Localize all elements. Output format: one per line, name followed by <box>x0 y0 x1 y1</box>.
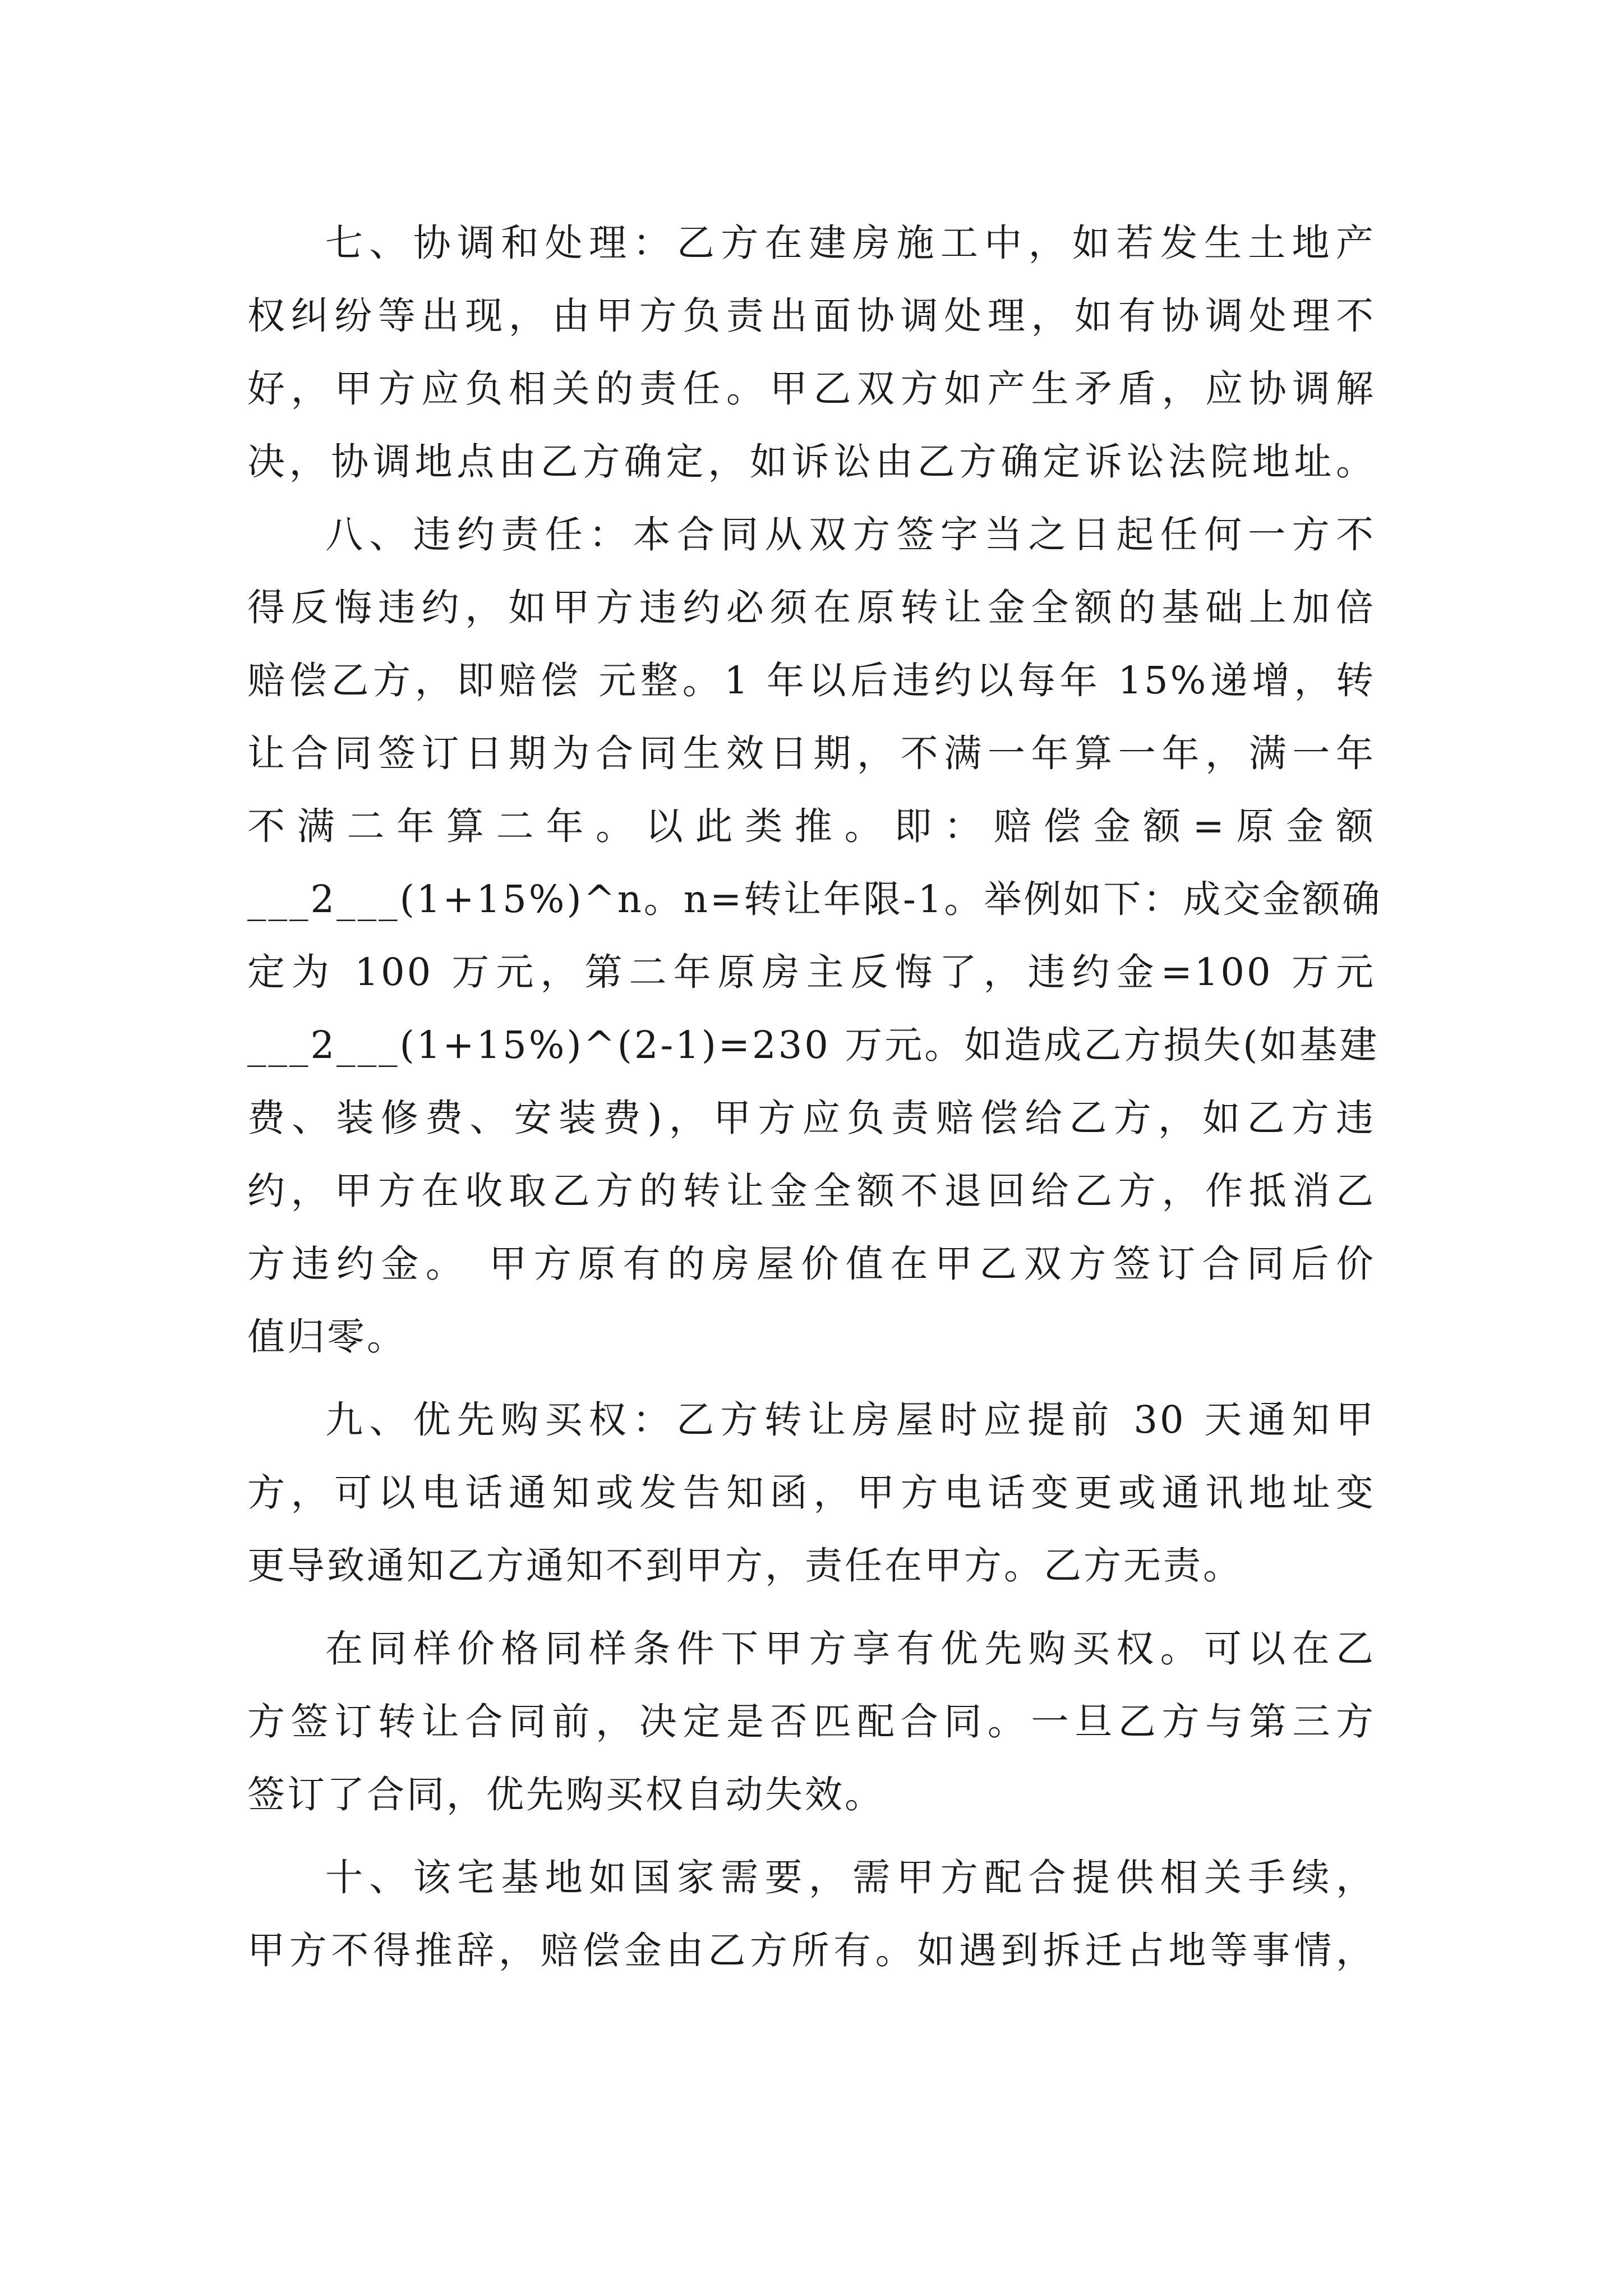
text-line: 定为 100 万元，第二年原房主反悔了，违约金=100 万元 <box>247 950 1376 994</box>
text-line: 方签订转让合同前，决定是否匹配合同。一旦乙方与第三方 <box>247 1700 1376 1743</box>
text-line: 八、违约责任：本合同从双方签字当之日起任何一方不 <box>325 513 1376 556</box>
text-line: 七、协调和处理：乙方在建房施工中，如若发生土地产 <box>325 221 1376 265</box>
text-line: 不满二年算二年。以此类推。即：赔偿金额=原金额 <box>247 804 1376 848</box>
text-line: ___2___(1+15%)^(2-1)=230 万元。如造成乙方损失(如基建 <box>247 1023 1380 1067</box>
text-line: 赔偿乙方，即赔偿 元整。1 年以后违约以每年 15%递增，转 <box>247 659 1376 702</box>
text-line: 甲方不得推辞，赔偿金由乙方所有。如遇到拆迁占地等事情， <box>247 1929 1376 1972</box>
text-line: 好，甲方应负相关的责任。甲乙双方如产生矛盾，应协调解 <box>247 367 1376 411</box>
text-line: 十、该宅基地如国家需要，需甲方配合提供相关手续， <box>325 1856 1376 1899</box>
text-line: 决，协调地点由乙方确定，如诉讼由乙方确定诉讼法院地址。 <box>247 440 1376 484</box>
text-line: 费、装修费、安装费)，甲方应负责赔偿给乙方，如乙方违 <box>247 1096 1376 1140</box>
text-line: 方，可以电话通知或发告知函，甲方电话变更或通讯地址变 <box>247 1471 1376 1515</box>
text-line: 更导致通知乙方通知不到甲方，责任在甲方。乙方无责。 <box>247 1544 1243 1588</box>
text-line: 方违约金。 甲方原有的房屋价值在甲乙双方签订合同后价 <box>247 1242 1376 1286</box>
text-line: 让合同签订日期为合同生效日期，不满一年算一年，满一年 <box>247 731 1376 775</box>
text-line: 签订了合同，优先购买权自动失效。 <box>247 1773 884 1816</box>
text-line: 得反悔违约，如甲方违约必须在原转让金全额的基础上加倍 <box>247 586 1376 629</box>
text-line: 在同样价格同样条件下甲方享有优先购买权。可以在乙 <box>325 1627 1376 1671</box>
text-line: 九、优先购买权：乙方转让房屋时应提前 30 天通知甲 <box>325 1398 1376 1442</box>
text-line: 约，甲方在收取乙方的转让金全额不退回给乙方，作抵消乙 <box>247 1169 1376 1213</box>
text-line: ___2___(1+15%)^n。n=转让年限-1。举例如下：成交金额确 <box>247 877 1382 921</box>
text-line: 权纠纷等出现，由甲方负责出面协调处理，如有协调处理不 <box>247 294 1376 338</box>
text-line: 值归零。 <box>247 1315 407 1359</box>
